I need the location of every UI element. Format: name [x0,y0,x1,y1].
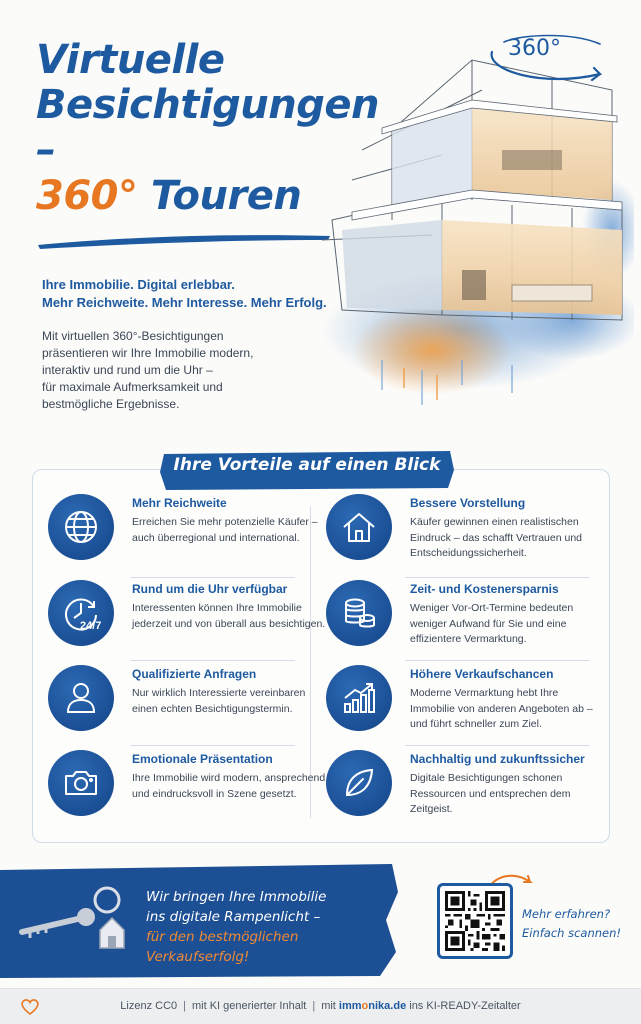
benefit-rund-um-die-uhr [48,580,326,660]
benefit-text: Weniger Vor-Ort-Termine bedeuten weniger Aufwand für Sie und eine effizientere Vermarktung. [410,602,574,645]
benefit-title: Höhere Verkaufschancen [410,667,554,681]
benefit-text: Interessenten können Ihre Immobilie jederzeit und von überall aus besichtigen. [132,602,326,630]
clock-badge-text: 24/7 [80,620,101,632]
cta-line-1: Wir bringen Ihre Immobilie [146,889,327,905]
footer-brand-part: o [361,1000,369,1012]
benefits-heading: Ihre Vorteile auf einen Blick [173,455,441,475]
benefit-title: Mehr Reichweite [132,496,227,510]
benefits-row-divider [405,577,590,578]
house-icon [326,494,392,560]
footer-ai-note: mit KI generierter Inhalt [191,1000,307,1012]
benefit-title: Bessere Vorstellung [410,496,526,510]
camera-icon [48,750,114,816]
coins-icon [326,580,392,646]
benefit-qualifizierte-anfragen [48,665,318,745]
360-badge: 360° [508,36,561,61]
benefit-zeit-und-kostenersparnis [326,580,596,660]
intro-line: für maximale Aufmerksamkeit und [42,380,223,394]
benefit-text: Nur wirklich Interessierte vereinbaren einen echten Besichtigungstermin. [132,687,306,715]
qr-code-pattern [445,891,505,951]
title-360: 360° [36,172,138,219]
intro-line: bestmögliche Ergebnisse. [42,397,180,411]
title-line-3 [36,174,366,219]
footer-license: Lizenz CC0 [120,1000,178,1012]
tagline-line-2: Mehr Reichweite. Mehr Interesse. Mehr Erfolg. [42,295,327,310]
benefit-title: Nachhaltig und zukunftssicher [410,752,585,766]
qr-caption-line-1: Mehr erfahren? [522,907,611,921]
leaf-icon [326,750,392,816]
benefits-row-divider [405,745,590,746]
benefit-title: Qualifizierte Anfragen [132,667,257,681]
cta-line-3: für den bestmöglichen Verkaufserfolg! [146,929,299,965]
page-title [36,37,379,219]
globe-icon [48,494,114,560]
benefits-row-divider [405,660,590,661]
benefit-text: Moderne Vermarktung hebt Ihre Immobilie von anderen Angeboten ab – und führt schneller zum Ziel. [410,687,593,730]
benefits-row-divider [130,660,295,661]
cta-message [146,887,396,967]
intro-line: präsentieren wir Ihre Immobilie modern, [42,346,254,360]
benefits-row-divider [130,745,295,746]
cta-line-2: ins digitale Rampenlicht – [146,909,321,925]
benefit-bessere-vorstellung [326,494,596,574]
footer-separator: | [312,1000,316,1012]
footer-brand-part: nika.de [368,1000,407,1012]
benefit-text: Digitale Besichtigungen schonen Ressourcen und entsprechen dem Zeitgeist. [410,772,571,815]
title-line-2: Besichtigungen – [36,82,379,174]
qr-caption-line-2: Einfach scannen! [522,926,622,940]
footer-separator: | [183,1000,186,1012]
tagline [42,276,327,312]
intro-line: Mit virtuellen 360°-Besichtigungen [42,329,224,343]
benefit-text: Käufer gewinnen einen realistischen Eindruck – das schafft Vertrauen und Entscheidungssicherheit. [410,516,582,559]
qr-code[interactable] [437,883,513,959]
footer-prefix: mit [321,1000,336,1012]
tagline-line-1: Ihre Immobilie. Digital erlebbar. [42,277,235,292]
benefit-title: Zeit- und Kostenersparnis [410,582,559,596]
title-line-1: Virtuelle [36,37,225,83]
benefit-nachhaltig [326,750,596,830]
benefit-hoehere-verkaufschancen [326,665,596,745]
footer [0,988,641,1024]
house-keys-icon [12,878,142,958]
person-icon [48,665,114,731]
clock-24-7-icon [48,580,114,646]
title-underline-brushstroke [34,228,334,252]
benefit-mehr-reichweite [48,494,318,574]
benefit-text: Erreichen Sie mehr potenzielle Käufer – auch überregional und international. [132,516,318,544]
benefit-emotionale-praesentation [48,750,326,830]
intro-line: interaktiv und rund um die Uhr – [42,363,213,377]
growth-chart-icon [326,665,392,731]
benefit-text: Ihre Immobilie wird modern, ansprechend und eindrucksvoll in Szene gesetzt. [132,772,326,800]
footer-suffix: ins KI-READY-Zeitalter [409,1000,521,1012]
qr-caption [522,905,622,943]
benefit-title: Rund um die Uhr verfügbar [132,582,288,596]
intro-paragraph [42,328,292,413]
footer-text [0,1000,641,1012]
title-touren: Touren [137,172,302,219]
footer-brand-link[interactable] [339,1000,406,1012]
footer-brand-part: imm [338,1000,362,1012]
benefits-row-divider [130,577,295,578]
benefit-title: Emotionale Präsentation [132,752,273,766]
